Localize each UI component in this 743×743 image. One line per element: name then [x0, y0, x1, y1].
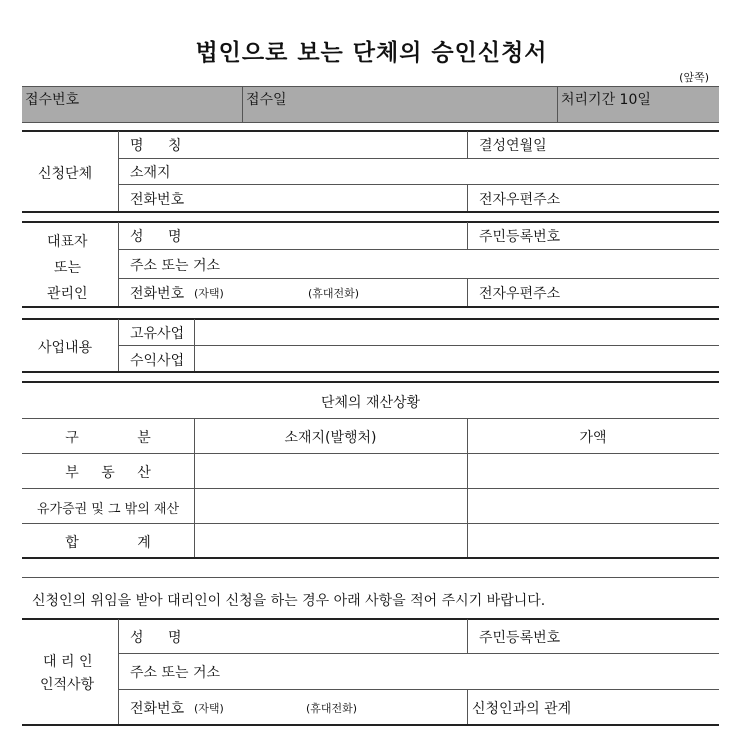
- profit-business-label: 수익사업: [130, 353, 185, 369]
- delegate-notice: 신청인의 위임을 받아 대리인이 신청을 하는 경우 아래 사항을 적어 주시기 바랍니다.: [32, 593, 546, 609]
- representative-label-2: 또는: [54, 260, 82, 276]
- org-name-label: 명 칭: [130, 138, 192, 154]
- delegate-resident-number-label: 주민등록번호: [479, 630, 561, 646]
- form-title: 법인으로 보는 단체의 승인신청서: [195, 40, 548, 66]
- delegate-label-1: 대 리 인: [43, 654, 93, 670]
- side-note: (앞쪽): [679, 71, 709, 84]
- col-value-header: 가액: [579, 430, 607, 446]
- row-real-estate-label: 부 동 산: [65, 465, 151, 481]
- rep-email-label: 전자우편주소: [479, 286, 561, 302]
- receipt-number-label: 접수번호: [25, 92, 80, 108]
- applicant-section-label: 신청단체: [38, 166, 93, 182]
- founding-date-label: 결성연월일: [479, 138, 547, 154]
- processing-period-label: 처리기간 10일: [561, 92, 651, 108]
- delegate-label-2: 인적사항: [40, 677, 95, 693]
- org-email-label: 전자우편주소: [479, 192, 561, 208]
- row-securities-label: 유가증권 및 그 밖의 재산: [36, 502, 180, 517]
- receipt-date-label: 접수일: [246, 92, 287, 108]
- delegate-mobile-note: (휴대전화): [306, 702, 358, 715]
- rep-mobile-note: (휴대전화): [308, 287, 360, 300]
- representative-label-3: 관리인: [47, 286, 88, 302]
- delegate-address-label: 주소 또는 거소: [130, 665, 221, 681]
- delegate-phone-label: 전화번호: [130, 701, 185, 717]
- col-category-header: 구 분: [65, 430, 151, 446]
- row-total-label: 합 계: [65, 535, 151, 551]
- property-heading: 단체의 재산상황: [320, 395, 421, 411]
- rep-resident-number-label: 주민등록번호: [479, 229, 561, 245]
- business-section-label: 사업내용: [38, 340, 93, 356]
- rep-phone-label: 전화번호: [130, 286, 185, 302]
- rep-address-label: 주소 또는 거소: [130, 258, 221, 274]
- col-location-header: 소재지(발행처): [284, 430, 377, 446]
- delegate-relation-label: 신청인과의 관계: [472, 701, 572, 717]
- rep-name-label: 성 명: [130, 229, 192, 245]
- org-phone-label: 전화번호: [130, 192, 185, 208]
- delegate-name-label: 성 명: [130, 630, 192, 646]
- representative-label-1: 대표자: [47, 234, 88, 250]
- own-business-label: 고유사업: [130, 326, 185, 342]
- delegate-home-note: (자택): [194, 702, 224, 715]
- rep-home-note: (자택): [194, 287, 224, 300]
- org-address-label: 소재지: [130, 165, 171, 181]
